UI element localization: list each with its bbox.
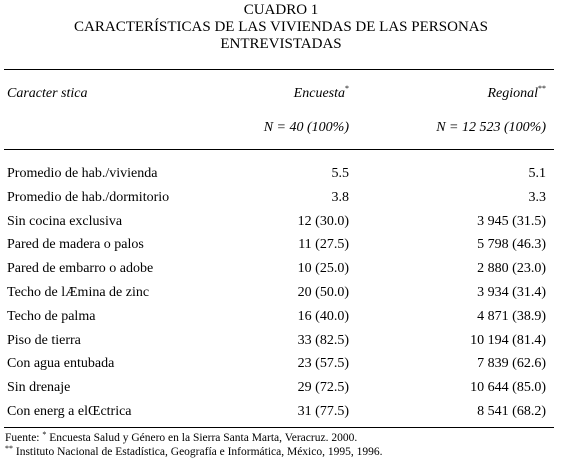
header-encuesta-label: Encuesta: [293, 86, 345, 101]
table-body: [0, 163, 562, 425]
row-regional-value: 10 644 (85.0): [470, 380, 546, 396]
row-encuesta-value: 12 (30.0): [297, 213, 349, 229]
row-label: Pared de embarro o adobe: [7, 261, 154, 277]
header-caracteristica: Caracter stica: [7, 86, 88, 101]
footnote-source: [5, 432, 357, 445]
header-regional: [487, 86, 546, 102]
footnote-mark-1: *: [42, 430, 47, 439]
top-rule: [4, 69, 554, 70]
footnote-regional: [5, 446, 382, 459]
row-label: Promedio de hab./vivienda: [7, 166, 158, 181]
row-label: Promedio de hab./dormitorio: [7, 189, 170, 205]
row-encuesta-value: 10 (25.0): [297, 261, 349, 277]
row-label: Pared de madera o palos: [7, 237, 144, 253]
row-encuesta-value: 33 (82.5): [297, 332, 349, 348]
row-label: Con energ a elŒctrica: [7, 403, 132, 419]
row-regional-value: 10 194 (81.4): [470, 332, 546, 348]
row-label: Con agua entubada: [7, 356, 115, 372]
row-encuesta-value: 3.8: [331, 189, 349, 205]
row-regional-value: 3 945 (31.5): [477, 213, 546, 229]
header-regional-label: Regional: [487, 86, 538, 101]
row-label: Techo de lÆmina de zinc: [7, 284, 150, 300]
table-row: [0, 377, 562, 401]
row-regional-value: 4 871 (38.9): [477, 308, 546, 324]
header-rule: [4, 149, 554, 150]
table-row: [0, 353, 562, 377]
header-regional-n: N = 12 523 (100%): [436, 120, 546, 135]
table-row: [0, 330, 562, 354]
header-encuesta-footnote-mark: *: [345, 84, 349, 93]
row-encuesta-value: 31 (77.5): [297, 403, 349, 419]
row-regional-value: 8 541 (68.2): [477, 403, 546, 419]
table-title: [0, 2, 562, 53]
table-row: [0, 234, 562, 258]
row-label: Piso de tierra: [7, 332, 81, 348]
row-encuesta-value: 29 (72.5): [297, 380, 349, 396]
title-line-2: CARACTERÍSTICAS DE LAS VIVIENDAS DE LAS PERSONAS: [74, 19, 488, 35]
row-encuesta-value: 23 (57.5): [297, 356, 349, 372]
row-label: Techo de palma: [7, 308, 96, 324]
bottom-rule: [4, 427, 554, 428]
table-row: [0, 282, 562, 306]
row-label: Sin cocina exclusiva: [7, 213, 123, 229]
row-regional-value: 3 934 (31.4): [477, 284, 546, 300]
row-regional-value: 7 839 (62.6): [477, 356, 546, 372]
footnote-regional-text: Instituto Nacional de Estadística, Geografía e Informática, México, 1995, 1996.: [13, 446, 383, 458]
row-regional-value: 3.3: [528, 189, 546, 205]
row-encuesta-value: 16 (40.0): [297, 308, 349, 324]
header-regional-footnote-mark: **: [538, 84, 546, 93]
row-encuesta-value: 11 (27.5): [298, 237, 349, 253]
row-regional-value: 5 798 (46.3): [477, 237, 546, 253]
header-encuesta-n: N = 40 (100%): [263, 120, 349, 135]
row-regional-value: 5.1: [528, 166, 546, 181]
table-row: [0, 401, 562, 425]
title-line-1: CUADRO 1: [243, 2, 319, 18]
title-line-3: ENTREVISTADAS: [220, 36, 342, 52]
footnote-source-prefix: Fuente:: [5, 432, 43, 444]
row-label: Sin drenaje: [7, 380, 71, 396]
table-row: [0, 211, 562, 235]
row-encuesta-value: 20 (50.0): [297, 284, 349, 300]
footnote-source-text: Encuesta Salud y Género en la Sierra Santa Marta, Veracruz. 2000.: [46, 432, 358, 444]
table-row: [0, 187, 562, 211]
header-encuesta: [294, 86, 349, 102]
footnote-mark-2: **: [5, 444, 13, 453]
table-row: [0, 163, 562, 187]
row-encuesta-value: 5.5: [331, 166, 349, 181]
table-row: [0, 306, 562, 330]
table-row: [0, 258, 562, 282]
row-regional-value: 2 880 (23.0): [477, 261, 546, 277]
